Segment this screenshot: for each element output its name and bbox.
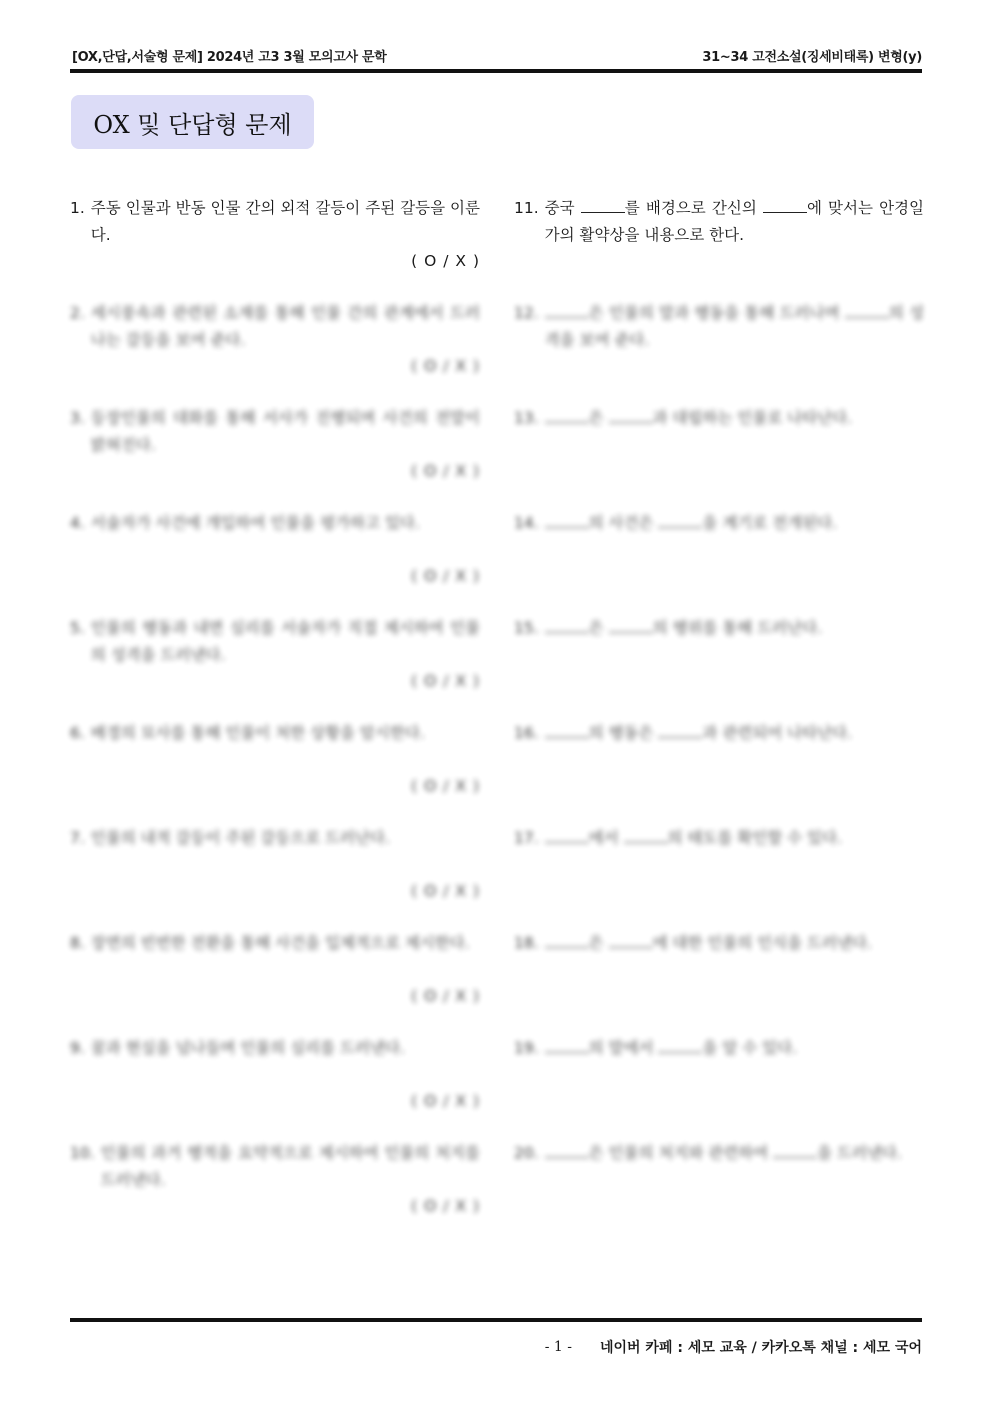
question-number: 18. bbox=[514, 934, 539, 952]
short-answer-column bbox=[514, 195, 924, 1245]
question-text-row bbox=[70, 510, 480, 537]
question-text-row bbox=[70, 300, 480, 354]
question-text: 인물의 행동과 내면 심리를 서술자가 직접 제시하여 인물의 성격을 드러낸다. bbox=[90, 619, 480, 664]
short-answer-item bbox=[514, 1035, 924, 1140]
question-text-row bbox=[514, 1035, 924, 1062]
question-number: 16. bbox=[514, 724, 539, 742]
question-number: 11. bbox=[514, 199, 539, 217]
question-text-middle: 은 bbox=[588, 934, 604, 952]
page-footer bbox=[545, 1336, 922, 1358]
question-text-row bbox=[514, 510, 924, 537]
answer-blank bbox=[545, 828, 589, 843]
question-text-row bbox=[514, 615, 924, 642]
question-text-middle: 은 인물의 처지와 관련하여 bbox=[588, 1144, 769, 1162]
question-number: 19. bbox=[514, 1039, 539, 1057]
question-text-row bbox=[514, 825, 924, 852]
question-text-after: 을 드러낸다. bbox=[817, 1144, 902, 1162]
question-text-middle: 에서 bbox=[588, 829, 619, 847]
answer-blank bbox=[545, 408, 589, 423]
question-text-after: 의 태도를 확인할 수 있다. bbox=[667, 829, 842, 847]
short-answer-item bbox=[514, 825, 924, 930]
ox-question-item bbox=[70, 405, 480, 510]
ox-question-column bbox=[70, 195, 480, 1245]
question-text-row bbox=[70, 825, 480, 852]
answer-blank bbox=[763, 198, 807, 213]
answer-blank bbox=[609, 618, 653, 633]
question-text bbox=[545, 930, 924, 957]
short-answer-item bbox=[514, 405, 924, 510]
ox-choice: ( O / X ) bbox=[411, 987, 480, 1005]
question-text-row bbox=[70, 405, 480, 459]
ox-choice: ( O / X ) bbox=[411, 672, 480, 690]
question-text bbox=[545, 1140, 924, 1167]
question-text-row bbox=[70, 720, 480, 747]
question-text-middle: 를 배경으로 간신의 bbox=[624, 199, 757, 217]
ox-question-item bbox=[70, 1140, 480, 1245]
section-title: OX 및 단답형 문제 bbox=[71, 95, 314, 149]
ox-choice: ( O / X ) bbox=[411, 1197, 480, 1215]
question-text bbox=[545, 825, 924, 852]
question-text-row bbox=[514, 930, 924, 957]
question-number: 1. bbox=[70, 199, 85, 217]
question-text-after: 의 행위를 통해 드러난다. bbox=[652, 619, 823, 637]
ox-question-item bbox=[70, 195, 480, 300]
answer-blank bbox=[545, 1038, 589, 1053]
question-text: 배경의 묘사를 통해 인물이 처한 상황을 암시한다. bbox=[90, 724, 425, 742]
question-number: 10. bbox=[70, 1144, 95, 1162]
answer-blank bbox=[609, 933, 653, 948]
question-number: 8. bbox=[70, 934, 85, 952]
question-text-middle: 은 bbox=[588, 619, 604, 637]
question-number: 4. bbox=[70, 514, 85, 532]
question-text: 서술자가 사건에 개입하여 인물을 평가하고 있다. bbox=[90, 514, 420, 532]
question-text-after: 과 관련되어 나타난다. bbox=[702, 724, 852, 742]
question-text bbox=[545, 510, 924, 537]
ox-choice: ( O / X ) bbox=[411, 357, 480, 375]
ox-choice: ( O / X ) bbox=[411, 462, 480, 480]
ox-choice: ( O / X ) bbox=[411, 1092, 480, 1110]
question-text-row bbox=[70, 1035, 480, 1062]
header-left-title: [OX,단답,서술형 문제] 2024년 고3 3월 모의고사 문학 bbox=[72, 49, 387, 65]
answer-blank bbox=[545, 1143, 589, 1158]
question-text-row bbox=[70, 1140, 480, 1194]
short-answer-item bbox=[514, 195, 924, 300]
answer-blank bbox=[581, 198, 625, 213]
question-text-row bbox=[514, 195, 924, 249]
question-text bbox=[545, 195, 924, 249]
question-text-row bbox=[514, 405, 924, 432]
answer-blank bbox=[545, 723, 589, 738]
question-text-row bbox=[70, 930, 480, 957]
footer-divider bbox=[70, 1318, 922, 1322]
short-answer-item bbox=[514, 720, 924, 825]
question-number: 9. bbox=[70, 1039, 85, 1057]
question-text-middle: 의 사건은 bbox=[588, 514, 654, 532]
answer-blank bbox=[545, 513, 589, 528]
ox-question-item bbox=[70, 510, 480, 615]
answer-blank bbox=[624, 828, 668, 843]
question-text-middle: 은 bbox=[588, 409, 604, 427]
footer-channel-info: 네이버 카페 : 세모 교육 / 카카오톡 채널 : 세모 국어 bbox=[599, 1340, 922, 1356]
question-number: 20. bbox=[514, 1144, 539, 1162]
question-text-after: 에 맞서는 안경일가의 활약상을 내용으로 한다. bbox=[544, 199, 925, 244]
ox-choice: ( O / X ) bbox=[411, 252, 480, 270]
header-right-title: 31~34 고전소설(징세비태록) 변형(y) bbox=[702, 49, 922, 65]
ox-question-item bbox=[70, 615, 480, 720]
question-text-after: 을 알 수 있다. bbox=[702, 1039, 797, 1057]
page-number: - 1 - bbox=[544, 1339, 572, 1355]
question-number: 14. bbox=[514, 514, 539, 532]
ox-choice: ( O / X ) bbox=[411, 882, 480, 900]
question-text: 장면의 빈번한 전환을 통해 사건을 입체적으로 제시한다. bbox=[90, 934, 470, 952]
ox-choice: ( O / X ) bbox=[411, 777, 480, 795]
short-answer-item bbox=[514, 930, 924, 1035]
question-text: 인물의 내적 갈등이 주된 갈등으로 드러난다. bbox=[90, 829, 390, 847]
question-text-middle: 의 행동은 bbox=[588, 724, 654, 742]
ox-question-item bbox=[70, 930, 480, 1035]
question-number: 6. bbox=[70, 724, 85, 742]
ox-question-item bbox=[70, 1035, 480, 1140]
question-text bbox=[545, 1035, 924, 1062]
question-text-row bbox=[70, 195, 480, 249]
answer-blank bbox=[545, 303, 589, 318]
short-answer-item bbox=[514, 615, 924, 720]
ox-question-item bbox=[70, 825, 480, 930]
question-text-middle: 의 말에서 bbox=[588, 1039, 654, 1057]
question-number: 7. bbox=[70, 829, 85, 847]
question-text-after: 에 대한 인물의 인식을 드러낸다. bbox=[652, 934, 872, 952]
question-text bbox=[545, 615, 924, 642]
ox-question-item bbox=[70, 300, 480, 405]
question-text: 세시풍속과 관련된 소재를 통해 인물 간의 관계에서 드러나는 갈등을 보여 준다. bbox=[90, 304, 480, 349]
answer-blank bbox=[658, 1038, 702, 1053]
answer-blank bbox=[773, 1143, 817, 1158]
question-text-after: 의 성격을 보여 준다. bbox=[544, 304, 924, 349]
ox-question-item bbox=[70, 720, 480, 825]
question-text: 등장인물의 대화를 통해 서사가 진행되며 사건의 전말이 밝혀진다. bbox=[90, 409, 480, 454]
question-number: 2. bbox=[70, 304, 85, 322]
question-number: 13. bbox=[514, 409, 539, 427]
question-text-middle: 은 인물의 말과 행동을 통해 드러나며 bbox=[588, 304, 840, 322]
answer-blank bbox=[545, 618, 589, 633]
question-text-row bbox=[514, 720, 924, 747]
question-text: 인물의 과거 행적을 요약적으로 제시하여 인물의 처지를 드러낸다. bbox=[100, 1144, 480, 1189]
short-answer-item bbox=[514, 300, 924, 405]
answer-blank bbox=[658, 723, 702, 738]
question-text: 꿈과 현실을 넘나들며 인물의 심리를 드러낸다. bbox=[90, 1039, 405, 1057]
short-answer-item bbox=[514, 1140, 924, 1245]
question-number: 15. bbox=[514, 619, 539, 637]
answer-blank bbox=[609, 408, 653, 423]
question-number: 5. bbox=[70, 619, 85, 637]
question-text bbox=[545, 405, 924, 432]
question-text: 주동 인물과 반동 인물 간의 외적 갈등이 주된 갈등을 이룬다. bbox=[90, 199, 480, 244]
question-text-row bbox=[514, 1140, 924, 1167]
question-text-row bbox=[70, 615, 480, 669]
question-text-after: 과 대립하는 인물로 나타난다. bbox=[652, 409, 852, 427]
question-number: 17. bbox=[514, 829, 539, 847]
question-text-after: 을 계기로 전개된다. bbox=[702, 514, 837, 532]
question-text-before: 중국 bbox=[544, 199, 575, 217]
answer-blank bbox=[545, 933, 589, 948]
question-text bbox=[545, 300, 924, 354]
page-header bbox=[72, 44, 922, 66]
short-answer-item bbox=[514, 510, 924, 615]
question-text-row bbox=[514, 300, 924, 354]
answer-blank bbox=[658, 513, 702, 528]
question-text bbox=[545, 720, 924, 747]
ox-choice: ( O / X ) bbox=[411, 567, 480, 585]
header-divider bbox=[70, 69, 922, 73]
question-number: 3. bbox=[70, 409, 85, 427]
question-number: 12. bbox=[514, 304, 539, 322]
answer-blank bbox=[845, 303, 889, 318]
